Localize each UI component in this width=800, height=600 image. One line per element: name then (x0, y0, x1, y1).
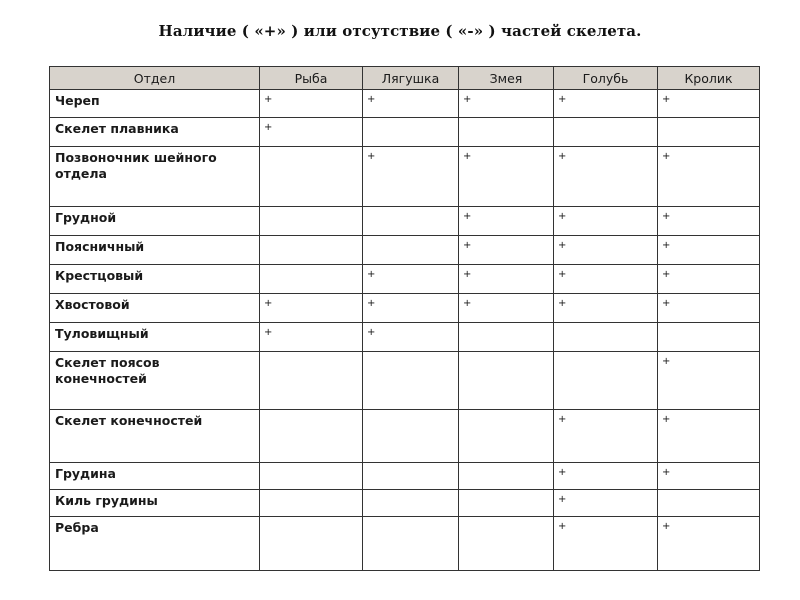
table-cell (658, 118, 760, 147)
table-cell: + (363, 265, 459, 294)
table-cell: + (658, 517, 760, 571)
table-cell: + (363, 147, 459, 207)
table-row (50, 265, 760, 294)
table-cell: + (658, 147, 760, 207)
table-cell: + (260, 118, 363, 147)
table-cell: + (554, 517, 658, 571)
column-header-section: Отдел (50, 67, 260, 90)
column-header-pigeon: Голубь (554, 67, 658, 90)
table-cell: + (658, 410, 760, 463)
table-cell (363, 517, 459, 571)
table-cell (363, 352, 459, 410)
table-cell: + (658, 294, 760, 323)
table-cell: + (459, 90, 554, 118)
table-cell: + (459, 147, 554, 207)
row-label: Скелет плавника (50, 118, 260, 147)
table-row (50, 490, 760, 517)
table-row (50, 352, 760, 410)
table-cell (260, 410, 363, 463)
row-label: Скелет поясов конечностей (50, 352, 260, 410)
table-cell: + (459, 294, 554, 323)
table-cell (260, 147, 363, 207)
row-label: Ребра (50, 517, 260, 571)
table-cell: + (554, 265, 658, 294)
table-cell (554, 323, 658, 352)
table-cell (363, 490, 459, 517)
row-label: Грудной (50, 207, 260, 236)
table-cell (554, 118, 658, 147)
table-cell: + (363, 90, 459, 118)
table-cell (459, 323, 554, 352)
table-row (50, 323, 760, 352)
skeleton-table (49, 66, 760, 571)
table-cell: + (459, 207, 554, 236)
table-cell (658, 323, 760, 352)
row-label: Позвоночник шейного отдела (50, 147, 260, 207)
table-cell: + (260, 294, 363, 323)
table-cell (459, 118, 554, 147)
table-row (50, 517, 760, 571)
table-cell (459, 490, 554, 517)
table-cell: + (554, 294, 658, 323)
table-cell (260, 265, 363, 294)
table-cell: + (459, 236, 554, 265)
row-label: Киль грудины (50, 490, 260, 517)
table-cell (658, 490, 760, 517)
table-cell (260, 463, 363, 490)
table-cell (554, 352, 658, 410)
table-row (50, 118, 760, 147)
table-row (50, 410, 760, 463)
table-cell: + (658, 90, 760, 118)
table-row (50, 90, 760, 118)
column-header-rabbit: Кролик (658, 67, 760, 90)
table-cell: + (554, 236, 658, 265)
table-row (50, 236, 760, 265)
table-cell (363, 410, 459, 463)
table-row (50, 147, 760, 207)
table-cell (459, 352, 554, 410)
table-cell: + (658, 207, 760, 236)
table-cell (260, 490, 363, 517)
row-label: Хвостовой (50, 294, 260, 323)
table-cell (363, 118, 459, 147)
table-cell: + (554, 207, 658, 236)
row-label: Череп (50, 90, 260, 118)
table-cell (260, 352, 363, 410)
table-cell: + (260, 90, 363, 118)
table-cell (363, 236, 459, 265)
row-label: Грудина (50, 463, 260, 490)
table-cell (459, 517, 554, 571)
table-cell: + (658, 352, 760, 410)
row-label: Поясничный (50, 236, 260, 265)
table-cell: + (554, 410, 658, 463)
row-label: Туловищный (50, 323, 260, 352)
column-header-fish: Рыба (260, 67, 363, 90)
table-row (50, 294, 760, 323)
table-row (50, 207, 760, 236)
row-label: Скелет конечностей (50, 410, 260, 463)
table-cell: + (363, 323, 459, 352)
table-cell (459, 463, 554, 490)
table-cell: + (554, 90, 658, 118)
table-cell: + (363, 294, 459, 323)
column-header-frog: Лягушка (363, 67, 459, 90)
table-cell: + (554, 463, 658, 490)
table-row (50, 463, 760, 490)
table-header-row (50, 67, 760, 90)
table-cell (363, 207, 459, 236)
table-cell: + (658, 265, 760, 294)
table-cell: + (658, 463, 760, 490)
table-cell: + (459, 265, 554, 294)
table-cell (260, 207, 363, 236)
table-cell (459, 410, 554, 463)
column-header-snake: Змея (459, 67, 554, 90)
table-cell: + (554, 490, 658, 517)
table-cell (363, 463, 459, 490)
table-cell: + (658, 236, 760, 265)
table-cell: + (260, 323, 363, 352)
table-cell (260, 517, 363, 571)
table-cell: + (554, 147, 658, 207)
page-title: Наличие ( «+» ) или отсутствие ( «-» ) частей скелета. (158, 22, 642, 40)
table-cell (260, 236, 363, 265)
row-label: Крестцовый (50, 265, 260, 294)
